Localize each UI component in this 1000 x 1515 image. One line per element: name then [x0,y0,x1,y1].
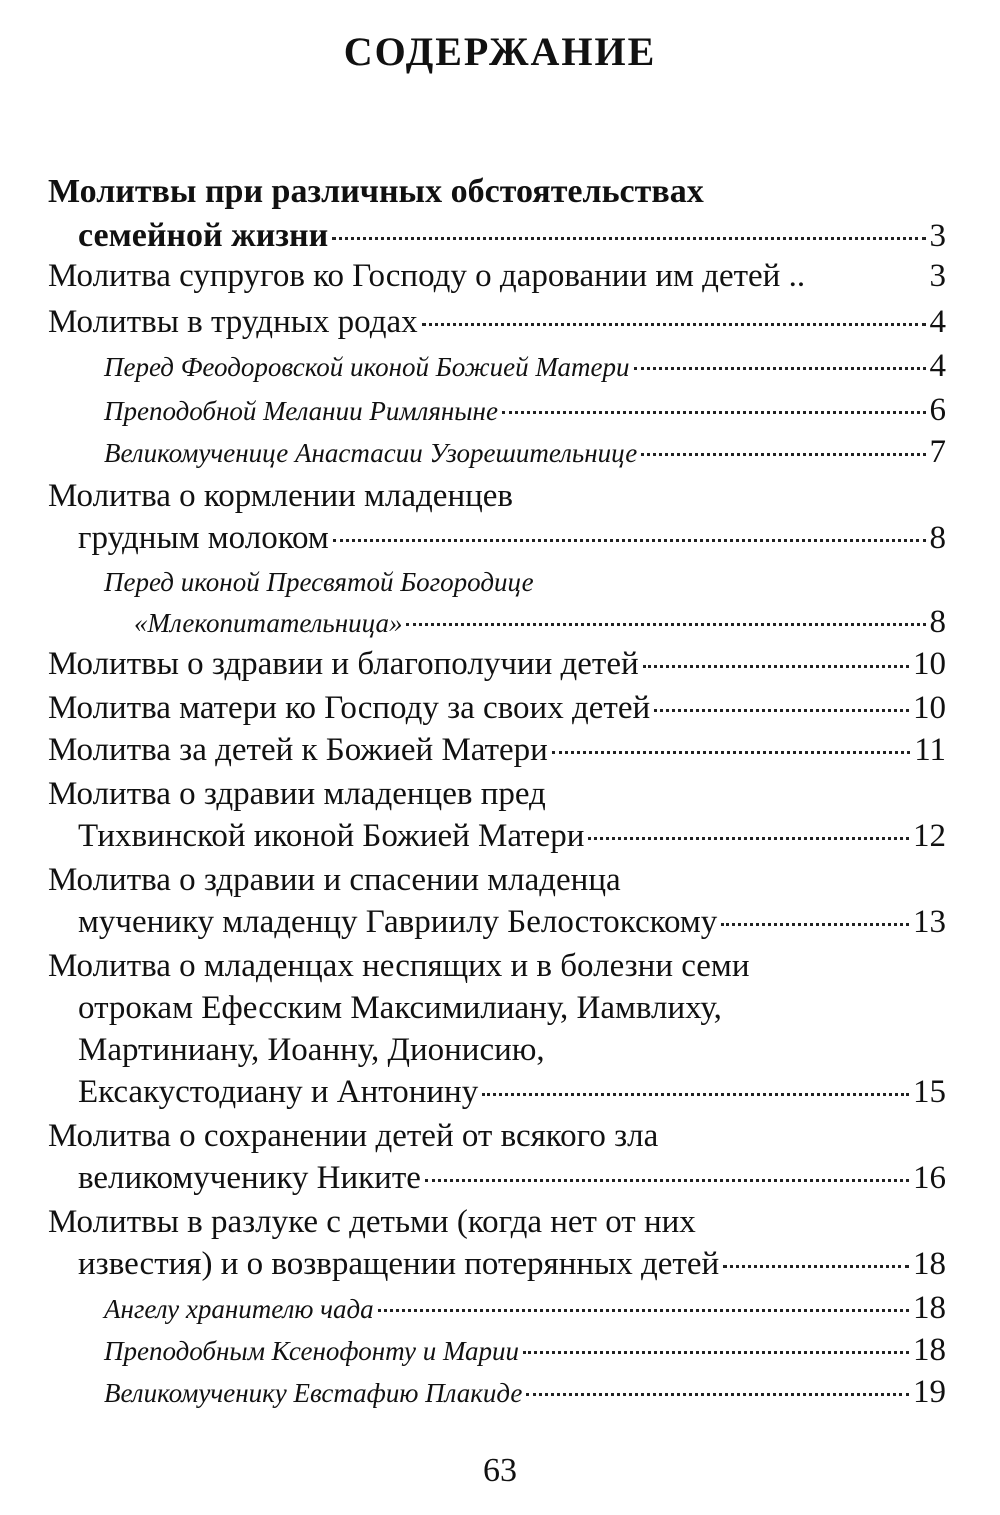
dot-leader [378,1309,909,1312]
dot-leader [523,1351,909,1354]
toc-entry-title: Преподобным Ксенофонту и Марии [104,1336,520,1366]
dot-leader [425,1179,909,1182]
dot-leader [552,751,910,754]
page-number: 18 [913,1290,946,1326]
toc-entry-title: Перед Феодоровской иконой Божией Матери [104,352,630,382]
toc-entry-15-line1: Молитвы в разлуке с детьми (когда нет от них [48,1204,696,1240]
dot-leader [588,837,909,840]
toc-entry-9[interactable] [48,688,946,728]
toc-entry-6-line2: грудным молоком [78,520,329,556]
toc-entry-11-line1: Молитва о здравии младенцев пред [48,776,546,812]
toc-entry-title: Ангелу хранителю чада [104,1294,374,1324]
toc-entry-7-line1: Перед иконой Пресвятой Богородице [104,567,534,597]
dot-leader [723,1265,909,1268]
toc-entry-title: Великомученице Анастасии Узорешительнице [104,438,638,468]
page-number: 11 [914,732,946,768]
page-number: 13 [913,904,946,940]
dot-leader [332,237,925,240]
dot-leader [422,323,926,326]
page-number: 12 [913,818,946,854]
dot-leader [654,709,909,712]
toc-entry-13-line2: отрокам Ефесским Максимилиану, Иамвлиху, [78,990,722,1026]
page-number: 4 [929,304,946,340]
page-title: СОДЕРЖАНИЕ [343,29,657,74]
page-number: 8 [929,604,946,640]
toc-entry-title: Молитвы в трудных родах [48,304,418,340]
toc-entry-7[interactable] [134,602,946,642]
page-number: 18 [913,1246,946,1282]
toc-entry-title: Великомученику Евстафию Плакиде [104,1378,523,1408]
toc-entry-16[interactable] [104,1288,946,1328]
toc-entry-13-line1: Молитва о младенцах неспящих и в болезни семи [48,948,750,984]
toc-entry-title: Молитва за детей к Божией Матери [48,732,548,768]
dot-leader [482,1093,909,1096]
dot-leader [641,453,925,456]
toc-entry-17[interactable] [104,1330,946,1370]
toc-entry-13-line4: Ексакустодиану и Антонину [78,1074,479,1110]
toc-entry-6-line1: Молитва о кормлении младенцев [48,478,513,514]
toc-entry-title: Молитва супругов ко Господу о даровании им детей .. [48,258,806,294]
toc-entry-14-line1: Молитва о сохранении детей от всякого зла [48,1118,659,1154]
toc-entry-18[interactable] [104,1372,946,1412]
dot-leader [526,1393,909,1396]
toc-entry-2[interactable] [48,302,946,342]
toc-entry-14[interactable] [78,1158,946,1198]
page-number: 3 [929,258,946,294]
toc-entry-11-line2: Тихвинской иконой Божией Матери [78,818,585,854]
dot-leader [406,623,925,626]
page-number: 18 [913,1332,946,1368]
page-number: 4 [929,348,946,384]
page-number: 7 [929,434,946,470]
toc-entry-12-line1: Молитва о здравии и спасении младенца [48,862,621,898]
dot-leader [721,923,909,926]
toc-entry-1[interactable] [48,256,946,296]
toc-entry-title: Преподобной Мелании Римляныне [104,396,498,426]
dot-leader [634,367,926,370]
dot-leader [502,411,926,414]
page-number: 6 [929,392,946,428]
page-number: 16 [913,1160,946,1196]
toc-entry-14-line2: великомученику Никите [78,1160,421,1196]
toc-entry-15[interactable] [78,1244,946,1284]
page-number: 10 [913,690,946,726]
page-number: 19 [913,1374,946,1410]
toc-entry-6[interactable] [78,518,946,558]
toc-entry-12-line2: мученику младенцу Гавриилу Белостокскому [78,904,718,940]
toc-entry-8[interactable] [48,644,946,684]
toc-entry-13[interactable] [78,1072,946,1112]
page-number: 10 [913,646,946,682]
page-number: 8 [929,520,946,556]
toc-entry-3[interactable] [104,346,946,386]
toc-entry-13-line3: Мартиниану, Иоанну, Дионисию, [78,1032,545,1068]
page-number: 15 [913,1074,946,1110]
dot-leader [333,539,926,542]
toc-entry-title: Молитвы о здравии и благополучии детей [48,646,639,682]
page-number: 3 [929,218,946,254]
toc-entry-4[interactable] [104,390,946,430]
toc-entry-7-line2: «Млекопитательница» [134,608,403,638]
page-folio-number: 63 [483,1452,517,1489]
toc-entry-15-line2: известия) и о возвращении потерянных детей [78,1246,720,1282]
toc-entry-0[interactable] [78,216,946,256]
dot-leader [643,665,909,668]
toc-entry-title: Молитва матери ко Господу за своих детей [48,690,651,726]
toc-entry-10[interactable] [48,730,946,770]
toc-entry-0-line1: Молитвы при различных обстоятельствах [48,173,704,210]
toc-entry-12[interactable] [78,902,946,942]
toc-entry-5[interactable] [104,432,946,472]
toc-entry-0-line2: семейной жизни [78,217,329,254]
toc-entry-11[interactable] [78,816,946,856]
